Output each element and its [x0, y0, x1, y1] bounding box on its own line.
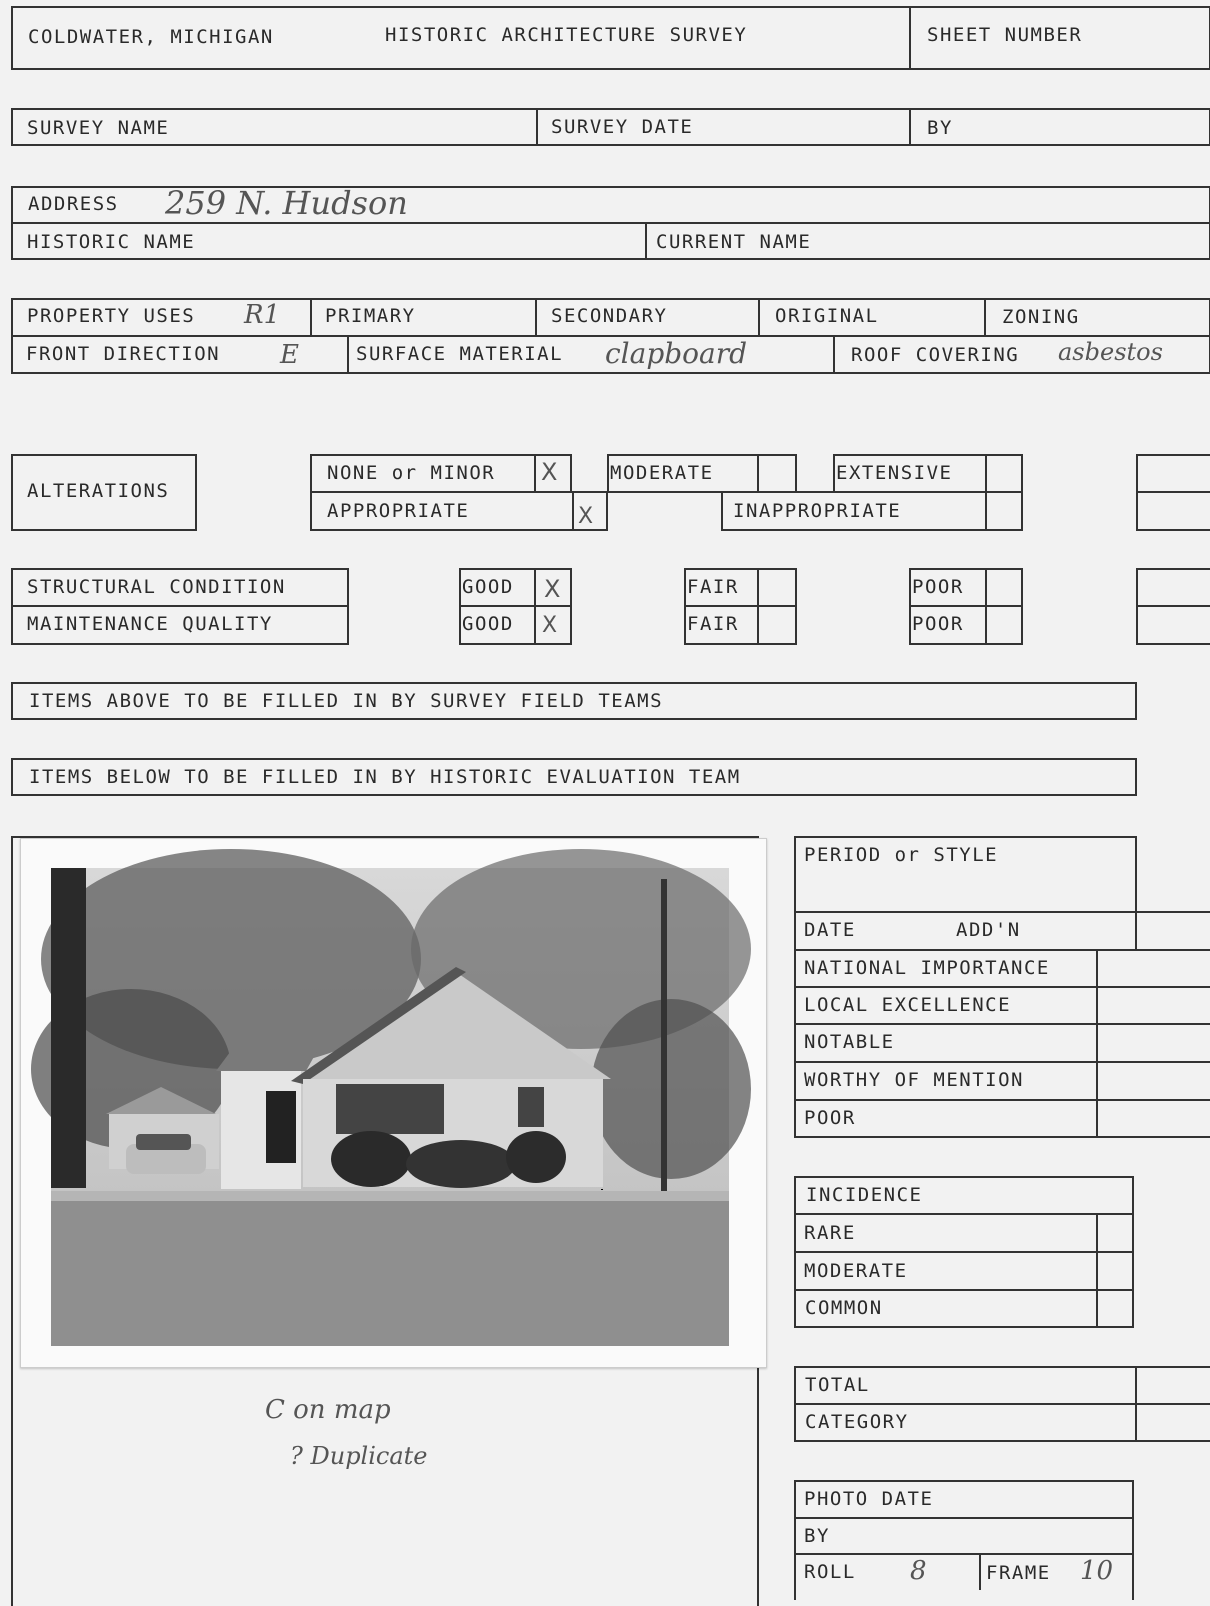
fair-label-1: FAIR — [687, 576, 739, 598]
property-uses-label: PROPERTY USES — [27, 305, 196, 327]
house-photo — [20, 838, 767, 1368]
items-above-note: ITEMS ABOVE TO BE FILLED IN BY SURVEY FIELD TEAMS — [29, 690, 664, 712]
secondary-label: SECONDARY — [551, 305, 668, 327]
form-title: HISTORIC ARCHITECTURE SURVEY — [385, 24, 748, 46]
appropriate-label: APPROPRIATE — [327, 500, 470, 522]
eval-poor-label: POOR — [804, 1107, 856, 1129]
rare-label: RARE — [804, 1222, 856, 1244]
maintenance-quality-label: MAINTENANCE QUALITY — [27, 613, 273, 635]
surface-material-value: clapboard — [605, 337, 748, 370]
maintenance-good-mark: X — [542, 613, 558, 638]
front-direction-value: E — [280, 340, 299, 370]
property-uses-value: R1 — [244, 300, 281, 330]
none-minor-mark: X — [541, 458, 558, 486]
surface-material-label: SURFACE MATERIAL — [356, 343, 564, 365]
frame-value: 10 — [1080, 1556, 1114, 1586]
roll-label: ROLL — [804, 1561, 856, 1583]
survey-name-label: SURVEY NAME — [27, 117, 170, 139]
appropriate-mark: X — [578, 504, 594, 529]
handwritten-note-map: C on map — [265, 1395, 391, 1425]
roof-covering-label: ROOF COVERING — [851, 344, 1020, 366]
city-label: COLDWATER, MICHIGAN — [28, 26, 274, 48]
sheet-number-label: SHEET NUMBER — [927, 24, 1083, 46]
address-value: 259 N. Hudson — [165, 184, 408, 222]
worthy-of-mention-label: WORTHY OF MENTION — [804, 1069, 1024, 1091]
structural-condition-label: STRUCTURAL CONDITION — [27, 576, 286, 598]
incidence-moderate-label: MODERATE — [804, 1260, 908, 1282]
zoning-label: ZONING — [1002, 306, 1080, 328]
alterations-label: ALTERATIONS — [27, 480, 170, 502]
period-style-label: PERIOD or STYLE — [804, 844, 999, 866]
inappropriate-label: INAPPROPRIATE — [733, 500, 902, 522]
front-direction-label: FRONT DIRECTION — [26, 343, 221, 365]
survey-by-label: BY — [927, 117, 953, 139]
addn-label: ADD'N — [956, 919, 1021, 941]
house-photo-illustration — [21, 839, 766, 1367]
date-label: DATE — [804, 919, 856, 941]
frame-label: FRAME — [986, 1562, 1051, 1584]
photo-date-label: PHOTO DATE — [804, 1488, 934, 1510]
historic-name-label: HISTORIC NAME — [27, 231, 196, 253]
poor-label-1: POOR — [912, 576, 964, 598]
fair-label-2: FAIR — [687, 613, 739, 635]
survey-date-label: SURVEY DATE — [551, 116, 694, 138]
handwritten-note-duplicate: ? Duplicate — [290, 1442, 428, 1470]
good-label-2: GOOD — [462, 613, 514, 635]
extensive-label: EXTENSIVE — [836, 462, 953, 484]
roll-value: 8 — [910, 1556, 927, 1586]
current-name-label: CURRENT NAME — [656, 231, 812, 253]
local-excellence-label: LOCAL EXCELLENCE — [804, 994, 1012, 1016]
poor-label-2: POOR — [912, 613, 964, 635]
roof-covering-value: asbestos — [1058, 338, 1163, 366]
photo-by-label: BY — [804, 1525, 830, 1547]
notable-label: NOTABLE — [804, 1031, 895, 1053]
items-below-note: ITEMS BELOW TO BE FILLED IN BY HISTORIC EVALUATION TEAM — [29, 766, 741, 788]
total-label: TOTAL — [805, 1374, 870, 1396]
common-label: COMMON — [805, 1297, 883, 1319]
primary-label: PRIMARY — [325, 305, 416, 327]
good-label-1: GOOD — [462, 576, 514, 598]
structural-good-mark: X — [544, 575, 561, 603]
national-importance-label: NATIONAL IMPORTANCE — [804, 957, 1050, 979]
moderate-label: MODERATE — [610, 462, 714, 484]
original-label: ORIGINAL — [775, 305, 879, 327]
address-label: ADDRESS — [28, 193, 119, 215]
none-minor-label: NONE or MINOR — [327, 462, 496, 484]
incidence-label: INCIDENCE — [806, 1184, 923, 1206]
category-label: CATEGORY — [805, 1411, 909, 1433]
